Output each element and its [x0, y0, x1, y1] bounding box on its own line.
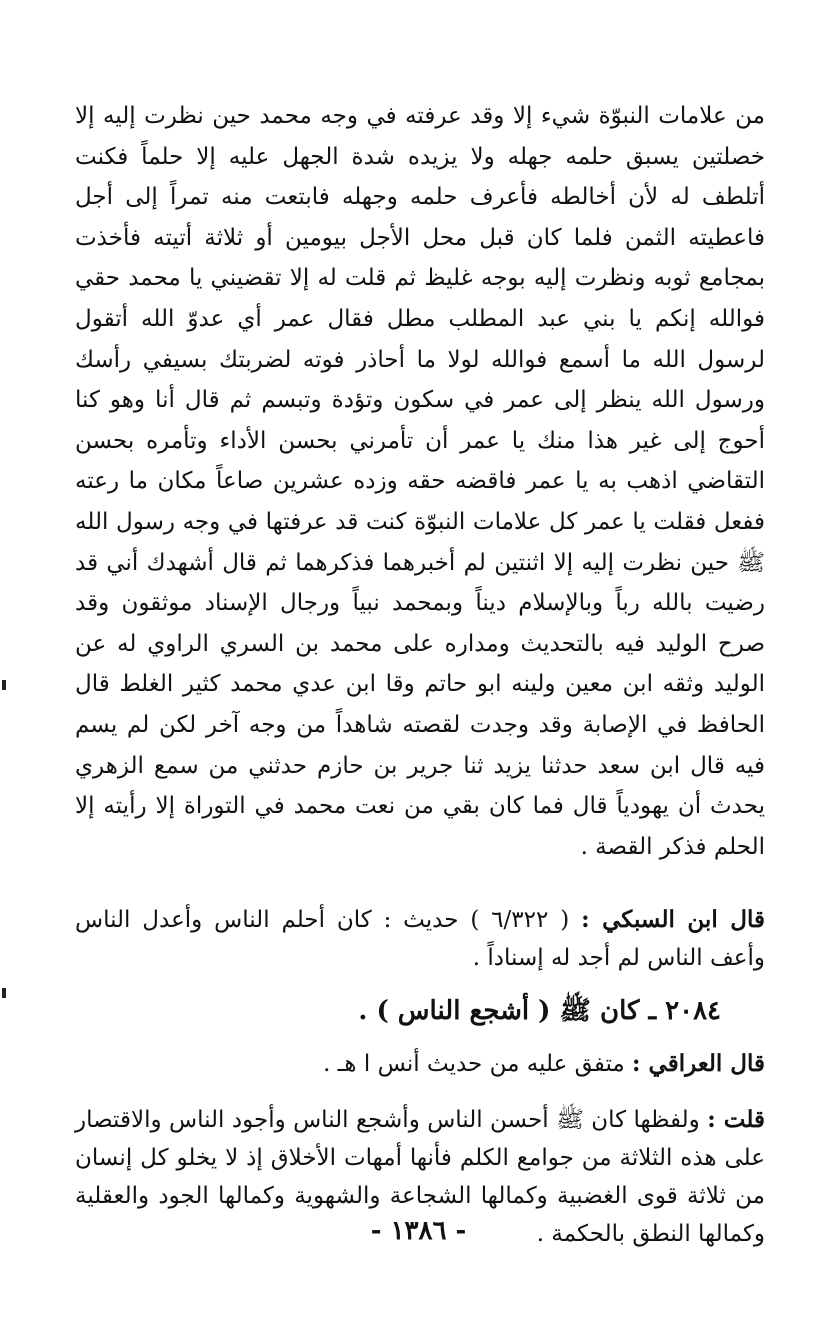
hadith-heading — [75, 991, 765, 1031]
margin-mark — [2, 988, 6, 998]
qultu-text: ولفظها كان ﷺ أحسن الناس وأشجع الناس وأجود الناس والاقتصار على هذه الثلاثة من جوامع الكلم فأنها أمهات الأخلاق إذ لا يخلو كل إنسان من ثلاثة قوى الغضبية وكمالها الشجاعة والشهوية وكمالها الجود والعقلية وكمالها النطق بالحكمة . — [75, 1107, 765, 1248]
page-body — [75, 96, 765, 1253]
iraqi-text: متفق عليه من حديث أنس ا هـ . — [323, 1051, 625, 1078]
subki-label: قال ابن السبكي : — [581, 906, 765, 934]
subki-section — [75, 901, 765, 977]
qultu-label: قلت : — [707, 1106, 765, 1134]
iraqi-section — [75, 1045, 765, 1083]
page-number: - ١٣٨٦ - — [370, 1216, 467, 1246]
margin-mark — [2, 680, 6, 690]
hadith-number: ٢٠٨٤ ـ — [648, 996, 721, 1027]
iraqi-label: قال العراقي : — [632, 1050, 765, 1078]
subki-text: ( ٦/٣٢٢ ) حديث : كان أحلم الناس وأعدل الناس وأعف الناس لم أجد له إسناداً . — [75, 907, 765, 972]
hadith-text: كان ﷺ ( أشجع الناس ) . — [358, 996, 640, 1027]
subki-paragraph — [75, 901, 765, 977]
main-paragraph: من علامات النبوّة شيء إلا وقد عرفته في وجه محمد حين نظرت إليه إلا خصلتين يسبق حلمه جهله ولا يزيده شدة الجهل عليه إلا حلماً فكنت أتلطف له لأن أخالطه فأعرف حلمه وجهله فابتعت منه تمراً إلى أجل فاعطيته الثمن فلما كان قبل محل الأجل بيومين أو ثلاثة أتيته فأخذت بمجامع ثوبه ونظرت إليه بوجه غليظ ثم قلت له إلا تقضيني يا محمد حقي فوالله إنكم يا بني عبد المطلب مطل فقال عمر أي عدوّ الله أتقول لرسول الله ما أسمع فوالله لولا ما أحاذر فوته لضربتك بسيفي رأسك ورسول الله ينظر إلى عمر في سكون وتؤدة وتبسم ثم قال أنا وهو كنا أحوج إلى غير هذا منك يا عمر أن تأمرني بحسن الأداء وتأمره بحسن التقاضي اذهب به يا عمر فاقضه حقه وزده عشرين صاعاً مكان ما رعته ففعل فقلت يا عمر كل علامات النبوّة كنت قد عرفتها في وجه رسول الله ﷺ حين نظرت إليه إلا اثنتين لم أخبرهما فذكرهما ثم قال أشهدك أني قد رضيت بالله رباً وبالإسلام ديناً وبمحمد نبياً ورجال الإسناد موثقون وقد صرح الوليد فيه بالتحديث ومداره على محمد بن السري الراوي له عن الوليد وثقه ابن معين ولينه ابو حاتم وقا ابن عدي محمد كثير الغلط قال الحافظ في الإصابة وقد وجدت لقصته شاهداً من وجه آخر لكن لم يسم فيه قال ابن سعد حدثنا يزيد ثنا جرير بن حازم حدثني من سمع الزهري يحدث أن يهودياً قال فما كان بقي من نعت محمد في التوراة إلا رأيته إلا الحلم فذكر القصة . — [75, 103, 765, 860]
